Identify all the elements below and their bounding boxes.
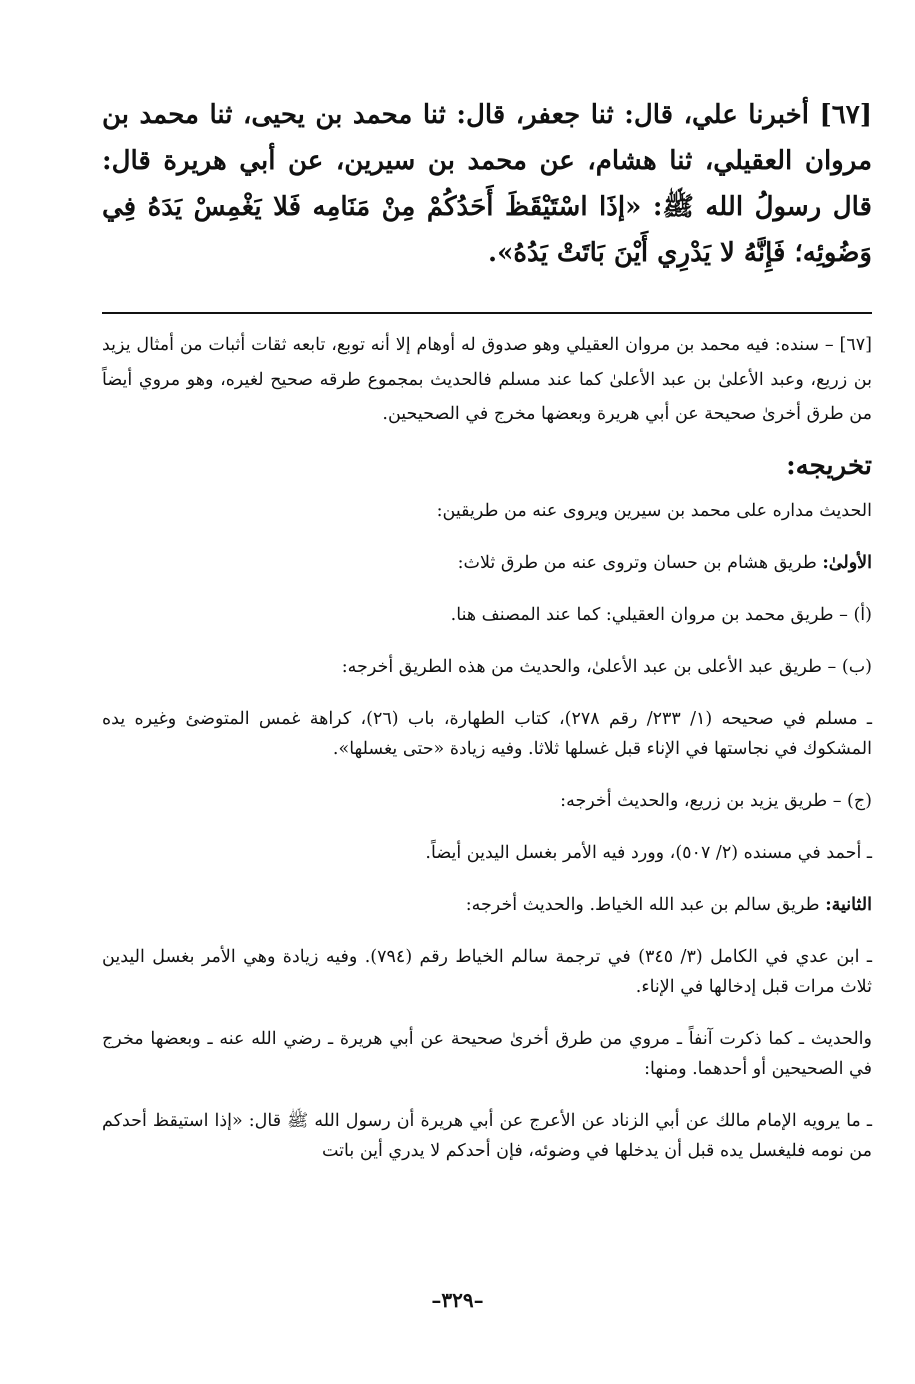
second-route-label: الثانية: (825, 894, 872, 915)
first-route-label: الأولىٰ: (822, 552, 872, 573)
first-route (102, 548, 872, 578)
malik-paragraph: ـ ما يرويه الإمام مالك عن أبي الزناد عن الأعرج عن أبي هريرة أن رسول الله ﷺ قال: «إذا استيقظ أحدكم من نومه فليغسل يده قبل أن يدخلها في وضوئه، فإن أحدكم لا يدري أين باتت (102, 1110, 872, 1161)
hadith-body: أخبرنا علي، قال: ثنا جعفر، قال: ثنا محمد بن يحيى، ثنا محمد بن مروان العقيلي، ثنا هشام، عن محمد بن سيرين، عن أبي هريرة قال: قال رسولُ الله ﷺ: «إذَا اسْتَيْقَظَ أَحَدُكُمْ مِنْ مَنَامِه فَلا يَغْمِسْ يَدَهُ فِي وَضُوئِه؛ فَإِنَّهُ لا يَدْرِي أَيْنَ بَاتَتْ يَدُهُ». (102, 100, 873, 268)
route-c-source: ـ أحمد في مسنده (٢/ ٥٠٧)، وورد فيه الأمر بغسل اليدين أيضاً. (425, 842, 872, 863)
isnad-note: [٦٧] – سنده: فيه محمد بن مروان العقيلي وهو صدوق له أوهام إلا أنه توبع، تابعه ثقات أثبات من أمثال يزيد بن زريع، وعبد الأعلىٰ بن عبد الأعلىٰ كما عند مسلم فالحديث بمجموع طرقه صحيح لغيره، وهو مروي أيضاً من طرق أخرىٰ صحيحة عن أبي هريرة وبعضها مخرج في الصحيحين. (102, 335, 872, 424)
route-c: (ج) – طريق يزيد بن زريع، والحديث أخرجه: (560, 790, 872, 811)
route-b-source: ـ مسلم في صحيحه (١/ ٢٣٣/ رقم ٢٧٨)، كتاب الطهارة، باب (٢٦)، كراهة غمس المتوضئ وغيره يده المشكوك في نجاستها في الإناء قبل غسلها ثلاثا. وفيه زيادة «حتى يغسلها». (102, 708, 872, 759)
route-b: (ب) – طريق عبد الأعلى بن عبد الأعلىٰ، والحديث من هذه الطريق أخرجه: (341, 656, 872, 677)
summary-paragraph: والحديث ـ كما ذكرت آنفاً ـ مروي من طرق أخرىٰ صحيحة عن أبي هريرة ـ رضي الله عنه ـ وبعضها مخرج في الصحيحين أو أحدهما. ومنها: (102, 1028, 872, 1079)
second-route-text: طريق سالم بن عبد الله الخياط. والحديث أخرجه: (465, 894, 820, 915)
takhrij-heading: تخريجه: (786, 450, 872, 481)
takhrij-intro: الحديث مداره على محمد بن سيرين ويروى عنه من طريقين: (436, 500, 872, 521)
hadith-text (102, 92, 872, 276)
second-route (102, 890, 872, 920)
route-a: (أ) – طريق محمد بن مروان العقيلي: كما عند المصنف هنا. (450, 604, 872, 625)
page-number: –٣٢٩– (431, 1288, 484, 1312)
page-body (102, 92, 872, 1188)
second-route-source: ـ ابن عدي في الكامل (٣/ ٣٤٥) في ترجمة سالم الخياط رقم (٧٩٤). وفيه زيادة وهي الأمر بغسل اليدين ثلاث مرات قبل إدخالها في الإناء. (102, 946, 872, 997)
footnote-separator (102, 312, 872, 314)
first-route-text: طريق هشام بن حسان وتروى عنه من طرق ثلاث: (457, 552, 817, 573)
hadith-number: [٦٧] (819, 100, 872, 130)
